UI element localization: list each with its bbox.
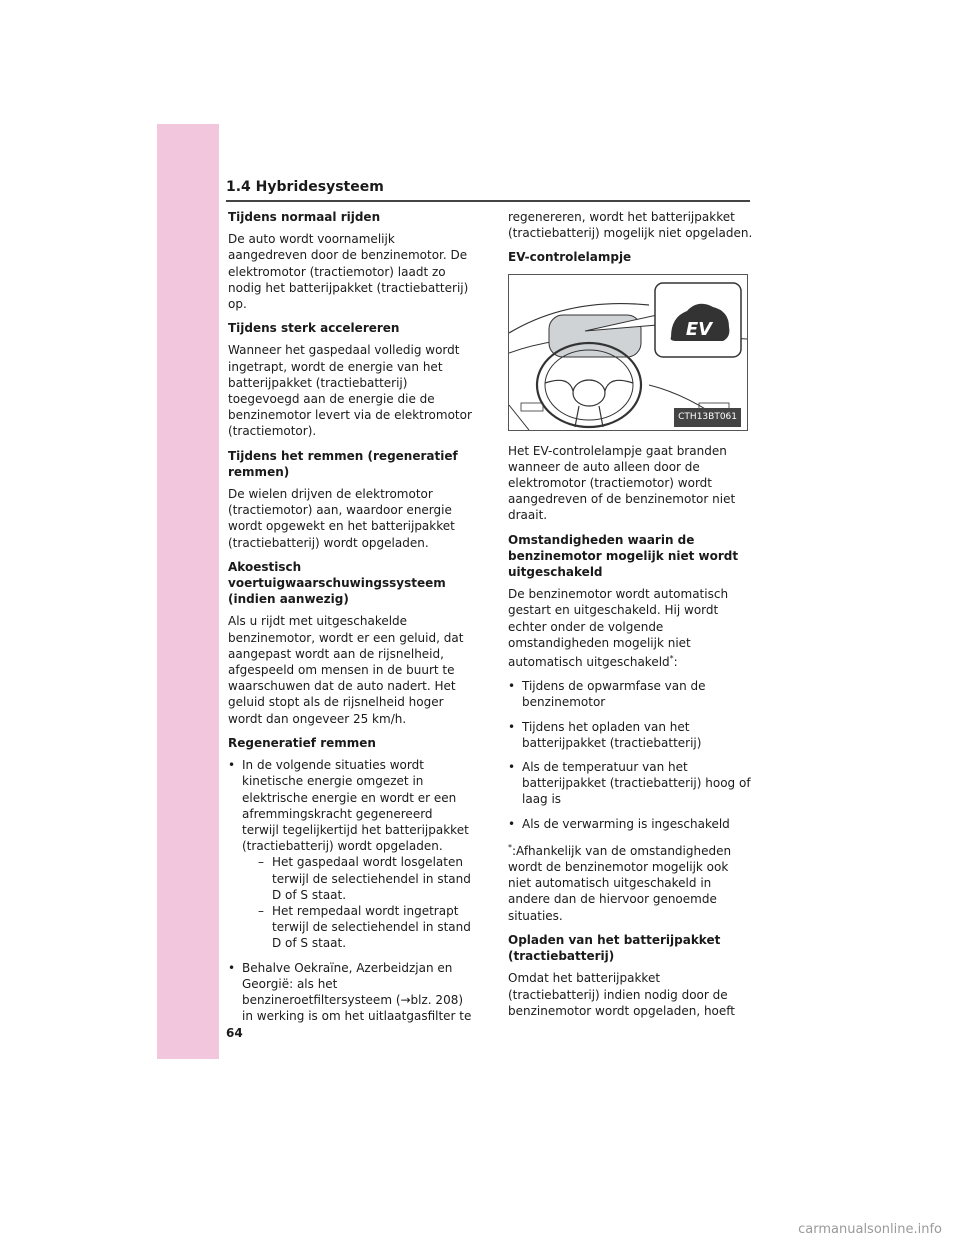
- paragraph-braking: De wielen drijven de elektromotor (tractiemotor) aan, waardoor energie wordt opgewekt en het batterijpakket (tractiebatterij) wordt opgeladen.: [228, 487, 455, 550]
- paragraph-charging-battery: Omdat het batterijpakket (tractiebatterij) indien nodig door de benzinemotor wordt opgeladen, hoeft: [508, 971, 735, 1018]
- figure-code: CTH13BT061: [674, 408, 741, 426]
- bullet-charging: • Tijdens het opladen van het batterijpakket (tractiebatterij): [508, 719, 753, 751]
- right-column: [508, 209, 753, 1027]
- paragraph-hard-acceleration: Wanneer het gaspedaal volledig wordt ingetrapt, wordt de energie van het batterijpakket (tractiebatterij) toegevoegd aan de energie die de benzinemotor levert via de elektromotor (tractiemotor).: [228, 343, 472, 439]
- footnote: [508, 840, 753, 924]
- paragraph-engine-text: De benzinemotor wordt automatisch gestart en uitgeschakeld. Hij wordt echter onder de volgende omstandigheden mogelijk niet automatisch uitgeschakeld: [508, 587, 729, 670]
- heading-charging-battery: Opladen van het batterijpakket (tractiebatterij): [508, 932, 721, 964]
- heading-hard-acceleration: Tijdens sterk accelereren: [228, 321, 400, 336]
- paragraph-acoustic-warning: Als u rijdt met uitgeschakelde benzinemotor, wordt er een geluid, dat aangepast wordt aan de rijsnelheid, afgespeeld om mensen in de buurt te waarschuwen dat de auto nadert. Het geluid stopt als de rijsnelheid hoger wordt dan ongeveer 25 km/h.: [228, 614, 464, 726]
- ev-indicator-illustration: [508, 274, 748, 431]
- footnote-text: :Afhankelijk van de omstandigheden wordt de benzinemotor mogelijk ook niet automatisch uitgeschakeld in andere dan de hiervoor genoemde situaties.: [508, 843, 732, 923]
- bullet-warmup: • Tijdens de opwarmfase van de benzinemotor: [508, 678, 753, 710]
- bullet-temperature: • Als de temperatuur van het batterijpakket (tractiebatterij) hoog of laag is: [508, 759, 753, 808]
- dashboard-drawing: [509, 275, 747, 430]
- footnote-marker: *: [669, 654, 674, 664]
- heading-normal-driving: Tijdens normaal rijden: [228, 210, 381, 224]
- heading-regen-braking: Regeneratief remmen: [228, 735, 376, 750]
- heading-ev-indicator: EV-controlelampje: [508, 250, 632, 265]
- heading-acoustic-warning: Akoestisch voertuigwaarschuwingssysteem (indien aanwezig): [228, 559, 446, 607]
- bullet-gpf: • Behalve Oekraïne, Azerbeidzjan en Georgië: als het benzineroetfiltersysteem (→blz. 208) in werking is om het uitlaatgasfilter te: [228, 960, 473, 1025]
- dash-accelerator-released: – Het gaspedaal wordt losgelaten terwijl de selectiehendel in stand D of S staat.: [242, 854, 473, 903]
- bullet-regen-situations: [228, 757, 473, 951]
- title-rule: [226, 200, 750, 202]
- ev-icon-text: EV: [685, 318, 713, 340]
- heading-engine-not-off: Omstandigheden waarin de benzinemotor mogelijk niet wordt uitgeschakeld: [508, 532, 739, 580]
- paragraph-normal-driving: De auto wordt voornamelijk aangedreven door de benzinemotor. De elektromotor (tractiemotor) laadt zo nodig het batterijpakket (tractiebatterij) op.: [228, 232, 469, 312]
- footnote-star: *: [508, 842, 512, 852]
- dash-brake-pressed: – Het rempedaal wordt ingetrapt terwijl de selectiehendel in stand D of S staat.: [242, 903, 473, 952]
- paragraph-engine-colon: :: [673, 655, 678, 670]
- paragraph-ev-indicator: Het EV-controlelampje gaat branden wanneer de auto alleen door de elektromotor (tractiemotor) wordt aangedreven of de benzinemotor niet draait.: [508, 443, 736, 523]
- watermark: carmanualsonline.info: [798, 1222, 942, 1237]
- side-tab-band: [157, 124, 219, 1059]
- bullet-regen-text: In de volgende situaties wordt kinetische energie omgezet in elektrische energie en wordt er een afremmingskracht gegenereerd terwijl tegelijkertijd het batterijpakket (tractiebatterij) wordt opgeladen.: [242, 758, 469, 854]
- left-column: [228, 209, 473, 1032]
- paragraph-continuation: regenereren, wordt het batterijpakket (tractiebatterij) mogelijk niet opgeladen.: [508, 210, 753, 241]
- page-number: 64: [226, 1026, 243, 1040]
- heading-braking: Tijdens het remmen (regeneratief remmen): [228, 448, 458, 479]
- bullet-heater: • Als de verwarming is ingeschakeld: [508, 816, 753, 832]
- section-title: 1.4 Hybridesysteem: [226, 179, 384, 195]
- paragraph-engine-not-off: [508, 586, 753, 670]
